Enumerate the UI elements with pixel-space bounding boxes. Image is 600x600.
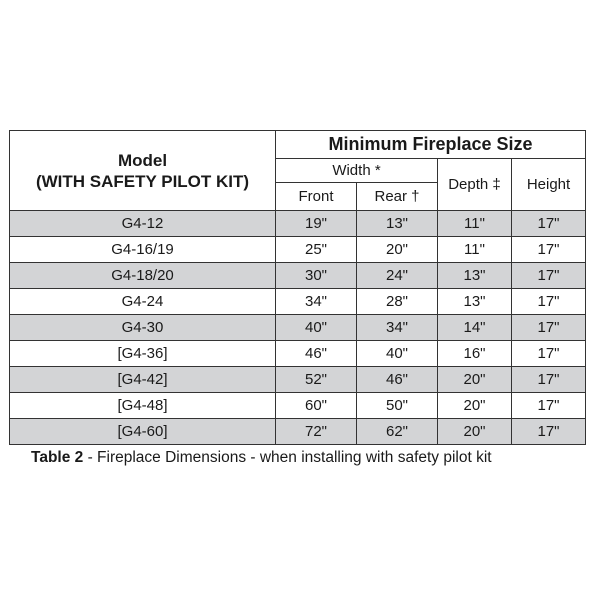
rear-cell: 50" — [357, 393, 438, 419]
caption-text: - Fireplace Dimensions - when installing with safety pilot kit — [83, 449, 492, 466]
table-row — [10, 237, 586, 263]
model-cell: G4-12 — [10, 211, 276, 237]
height-cell: 17" — [512, 341, 586, 367]
height-header: Height — [512, 159, 586, 211]
front-cell: 40" — [276, 315, 357, 341]
minimum-fireplace-size-header: Minimum Fireplace Size — [276, 131, 586, 159]
height-cell: 17" — [512, 315, 586, 341]
model-cell: G4-16/19 — [10, 237, 276, 263]
front-cell: 19" — [276, 211, 357, 237]
fireplace-size-table — [9, 130, 586, 445]
height-cell: 17" — [512, 289, 586, 315]
fireplace-size-table-container — [9, 130, 585, 445]
depth-cell: 13" — [438, 289, 512, 315]
table-row — [10, 341, 586, 367]
table-row — [10, 315, 586, 341]
depth-cell: 13" — [438, 263, 512, 289]
rear-cell: 20" — [357, 237, 438, 263]
table-row — [10, 289, 586, 315]
table-row — [10, 211, 586, 237]
depth-cell: 20" — [438, 367, 512, 393]
rear-cell: 13" — [357, 211, 438, 237]
width-header: Width * — [276, 159, 438, 183]
model-cell: [G4-36] — [10, 341, 276, 367]
table-caption — [31, 449, 492, 467]
rear-cell: 40" — [357, 341, 438, 367]
model-cell: [G4-60] — [10, 419, 276, 445]
depth-cell: 20" — [438, 393, 512, 419]
front-cell: 34" — [276, 289, 357, 315]
height-cell: 17" — [512, 393, 586, 419]
depth-cell: 11" — [438, 237, 512, 263]
rear-cell: 62" — [357, 419, 438, 445]
depth-cell: 16" — [438, 341, 512, 367]
front-cell: 72" — [276, 419, 357, 445]
model-header-line2: (WITH SAFETY PILOT KIT) — [35, 171, 250, 191]
depth-cell: 11" — [438, 211, 512, 237]
depth-header: Depth ‡ — [438, 159, 512, 211]
model-cell: [G4-48] — [10, 393, 276, 419]
front-cell: 52" — [276, 367, 357, 393]
front-cell: 46" — [276, 341, 357, 367]
front-cell: 60" — [276, 393, 357, 419]
caption-label: Table 2 — [31, 449, 84, 466]
height-cell: 17" — [512, 419, 586, 445]
height-cell: 17" — [512, 211, 586, 237]
height-cell: 17" — [512, 263, 586, 289]
rear-cell: 24" — [357, 263, 438, 289]
front-cell: 30" — [276, 263, 357, 289]
front-header: Front — [276, 183, 357, 211]
rear-cell: 46" — [357, 367, 438, 393]
table-row — [10, 393, 586, 419]
model-cell: G4-18/20 — [10, 263, 276, 289]
model-cell: [G4-42] — [10, 367, 276, 393]
rear-cell: 28" — [357, 289, 438, 315]
model-column-header — [10, 131, 276, 211]
height-cell: 17" — [512, 367, 586, 393]
depth-cell: 20" — [438, 419, 512, 445]
rear-header: Rear † — [357, 183, 438, 211]
depth-cell: 14" — [438, 315, 512, 341]
table-row — [10, 263, 586, 289]
model-header-line1: Model — [117, 150, 168, 170]
table-row — [10, 419, 586, 445]
rear-cell: 34" — [357, 315, 438, 341]
model-cell: G4-24 — [10, 289, 276, 315]
height-cell: 17" — [512, 237, 586, 263]
front-cell: 25" — [276, 237, 357, 263]
model-cell: G4-30 — [10, 315, 276, 341]
table-row — [10, 367, 586, 393]
